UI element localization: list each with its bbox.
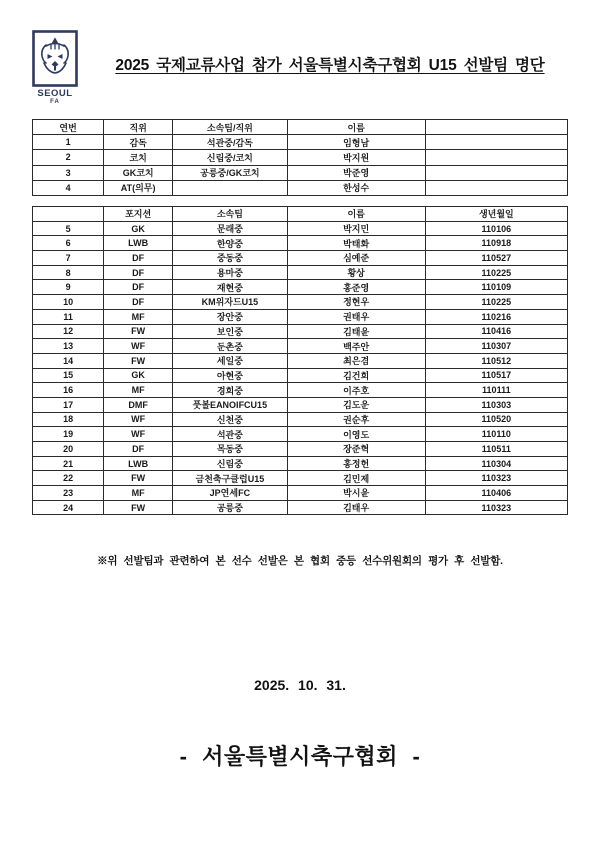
table-cell: AT(의무) (104, 180, 173, 195)
table-cell: 문래중 (173, 221, 287, 236)
table-cell: 신림중 (173, 456, 287, 471)
table-cell: 박지민 (287, 221, 425, 236)
table-cell: MF (104, 486, 173, 501)
table-header-row (33, 120, 568, 135)
table-cell: 22 (33, 471, 104, 486)
table-row (33, 500, 568, 515)
table-cell: WF (104, 412, 173, 427)
table-cell: 110225 (425, 295, 567, 310)
table-header-row (33, 207, 568, 222)
table-cell: 풋볼EANOIFCU15 (173, 397, 287, 412)
column-header: 소속팀 (173, 207, 287, 222)
table-cell: GK (104, 368, 173, 383)
table-cell (425, 135, 567, 150)
table-row (33, 295, 568, 310)
table-cell: 7 (33, 251, 104, 266)
table-cell: 박준영 (287, 165, 425, 180)
staff-table (32, 119, 568, 196)
table-cell: FW (104, 471, 173, 486)
table-row (33, 412, 568, 427)
table-cell: 박지원 (287, 150, 425, 165)
table-cell: DF (104, 265, 173, 280)
table-cell: 110323 (425, 471, 567, 486)
table-cell: 4 (33, 180, 104, 195)
table-cell: FW (104, 324, 173, 339)
table-cell: 황상 (287, 265, 425, 280)
table-cell: 11 (33, 309, 104, 324)
table-cell: 15 (33, 368, 104, 383)
column-header (33, 207, 104, 222)
table-cell: 110303 (425, 397, 567, 412)
table-cell: 김태윤 (287, 324, 425, 339)
table-cell: 김도운 (287, 397, 425, 412)
column-header: 직위 (104, 120, 173, 135)
table-cell: 110106 (425, 221, 567, 236)
table-cell: MF (104, 383, 173, 398)
table-cell: 권순후 (287, 412, 425, 427)
table-row (33, 486, 568, 501)
table-cell: 24 (33, 500, 104, 515)
table-cell: 110520 (425, 412, 567, 427)
column-header: 연번 (33, 120, 104, 135)
table-cell: 백주안 (287, 339, 425, 354)
table-cell (173, 180, 287, 195)
table-cell: 세일중 (173, 353, 287, 368)
table-cell: 경희중 (173, 383, 287, 398)
table-cell: 보인중 (173, 324, 287, 339)
column-header: 포지션 (104, 207, 173, 222)
table-cell: GK (104, 221, 173, 236)
table-cell: LWB (104, 456, 173, 471)
table-cell: DF (104, 295, 173, 310)
table-cell: 홍정헌 (287, 456, 425, 471)
table-cell (425, 165, 567, 180)
table-cell: 아현중 (173, 368, 287, 383)
table-row (33, 471, 568, 486)
table-cell: 110225 (425, 265, 567, 280)
table-cell: 14 (33, 353, 104, 368)
table-row (33, 265, 568, 280)
table-cell: DMF (104, 397, 173, 412)
tiger-emblem-icon (29, 30, 81, 87)
table-cell (425, 150, 567, 165)
table-cell: 6 (33, 236, 104, 251)
table-cell: 110406 (425, 486, 567, 501)
table-cell: 홍준영 (287, 280, 425, 295)
table-row (33, 339, 568, 354)
organization-signature: - 서울특별시축구협회 - (179, 744, 421, 769)
table-row (33, 150, 568, 165)
table-cell: MF (104, 309, 173, 324)
table-cell: 중동중 (173, 251, 287, 266)
column-header: 소속팀/직위 (173, 120, 287, 135)
seoul-fa-logo (29, 30, 81, 105)
table-cell: 금천축구클럽U15 (173, 471, 287, 486)
table-cell: 110527 (425, 251, 567, 266)
table-cell: 110307 (425, 339, 567, 354)
table-cell: 8 (33, 265, 104, 280)
table-cell: 감독 (104, 135, 173, 150)
table-cell: 재현중 (173, 280, 287, 295)
table-cell: 110918 (425, 236, 567, 251)
page-title: 2025 국제교류사업 참가 서울특별시축구협회 U15 선발팀 명단 (115, 57, 545, 74)
table-cell: 18 (33, 412, 104, 427)
table-cell: 김건희 (287, 368, 425, 383)
table-cell: 13 (33, 339, 104, 354)
table-cell: 석관중 (173, 427, 287, 442)
table-row (33, 236, 568, 251)
table-row (33, 280, 568, 295)
table-cell: 임형남 (287, 135, 425, 150)
table-row (33, 427, 568, 442)
column-header: 이름 (287, 120, 425, 135)
table-cell: 코치 (104, 150, 173, 165)
table-row (33, 135, 568, 150)
table-cell: 한양중 (173, 236, 287, 251)
table-row (33, 309, 568, 324)
table-cell: 21 (33, 456, 104, 471)
table-cell: 목동중 (173, 442, 287, 457)
table-cell: 공릉중/GK코치 (173, 165, 287, 180)
table-cell: 1 (33, 135, 104, 150)
column-header (425, 120, 567, 135)
table-cell: LWB (104, 236, 173, 251)
table-cell: 심예준 (287, 251, 425, 266)
table-cell: 박태화 (287, 236, 425, 251)
table-cell: FW (104, 500, 173, 515)
player-roster-table (32, 206, 568, 515)
table-cell: 공릉중 (173, 500, 287, 515)
table-cell: GK코치 (104, 165, 173, 180)
table-row (33, 221, 568, 236)
table-cell: 110512 (425, 353, 567, 368)
table-cell: 20 (33, 442, 104, 457)
table-cell: 2 (33, 150, 104, 165)
table-cell: 권태우 (287, 309, 425, 324)
table-cell: 19 (33, 427, 104, 442)
table-row (33, 251, 568, 266)
column-header: 이름 (287, 207, 425, 222)
table-cell: 5 (33, 221, 104, 236)
table-row (33, 353, 568, 368)
table-cell: 110109 (425, 280, 567, 295)
table-cell: 110110 (425, 427, 567, 442)
table-cell: 17 (33, 397, 104, 412)
document-date: 2025. 10. 31. (254, 677, 346, 693)
table-cell: 16 (33, 383, 104, 398)
table-cell: 한성수 (287, 180, 425, 195)
table-cell: 110511 (425, 442, 567, 457)
table-cell: 김태우 (287, 500, 425, 515)
table-cell: 23 (33, 486, 104, 501)
table-cell: 110216 (425, 309, 567, 324)
table-cell: 장안중 (173, 309, 287, 324)
table-row (33, 456, 568, 471)
table-cell: WF (104, 339, 173, 354)
table-cell: 12 (33, 324, 104, 339)
table-row (33, 165, 568, 180)
table-row (33, 442, 568, 457)
table-cell: 장준혁 (287, 442, 425, 457)
table-cell: 110323 (425, 500, 567, 515)
table-cell: DF (104, 442, 173, 457)
table-cell: 9 (33, 280, 104, 295)
table-cell: 신천중 (173, 412, 287, 427)
table-cell: 김민제 (287, 471, 425, 486)
table-cell: 둔촌중 (173, 339, 287, 354)
table-cell: 최은겸 (287, 353, 425, 368)
selection-note: ※위 선발팀과 관련하여 본 선수 선발은 본 협회 중등 선수위원회의 평가 후 선발함. (97, 555, 503, 567)
table-cell: DF (104, 251, 173, 266)
table-cell: FW (104, 353, 173, 368)
table-cell: 석관중/감독 (173, 135, 287, 150)
logo-text-fa: FA (50, 99, 60, 105)
table-cell: 신림중/코치 (173, 150, 287, 165)
table-cell: 3 (33, 165, 104, 180)
table-cell: 용마중 (173, 265, 287, 280)
table-cell: KM위자드U15 (173, 295, 287, 310)
table-cell: 110111 (425, 383, 567, 398)
table-cell: 110517 (425, 368, 567, 383)
table-cell: JP연세FC (173, 486, 287, 501)
table-row (33, 180, 568, 195)
table-row (33, 324, 568, 339)
column-header: 생년월일 (425, 207, 567, 222)
table-cell: 10 (33, 295, 104, 310)
table-cell: 이주호 (287, 383, 425, 398)
table-row (33, 383, 568, 398)
table-cell: 이영도 (287, 427, 425, 442)
logo-text-seoul: SEOUL (37, 88, 73, 99)
table-cell: DF (104, 280, 173, 295)
table-row (33, 368, 568, 383)
table-cell: 박시윤 (287, 486, 425, 501)
table-cell: 정현우 (287, 295, 425, 310)
table-row (33, 397, 568, 412)
table-cell (425, 180, 567, 195)
table-cell: 110416 (425, 324, 567, 339)
table-cell: WF (104, 427, 173, 442)
table-cell: 110304 (425, 456, 567, 471)
